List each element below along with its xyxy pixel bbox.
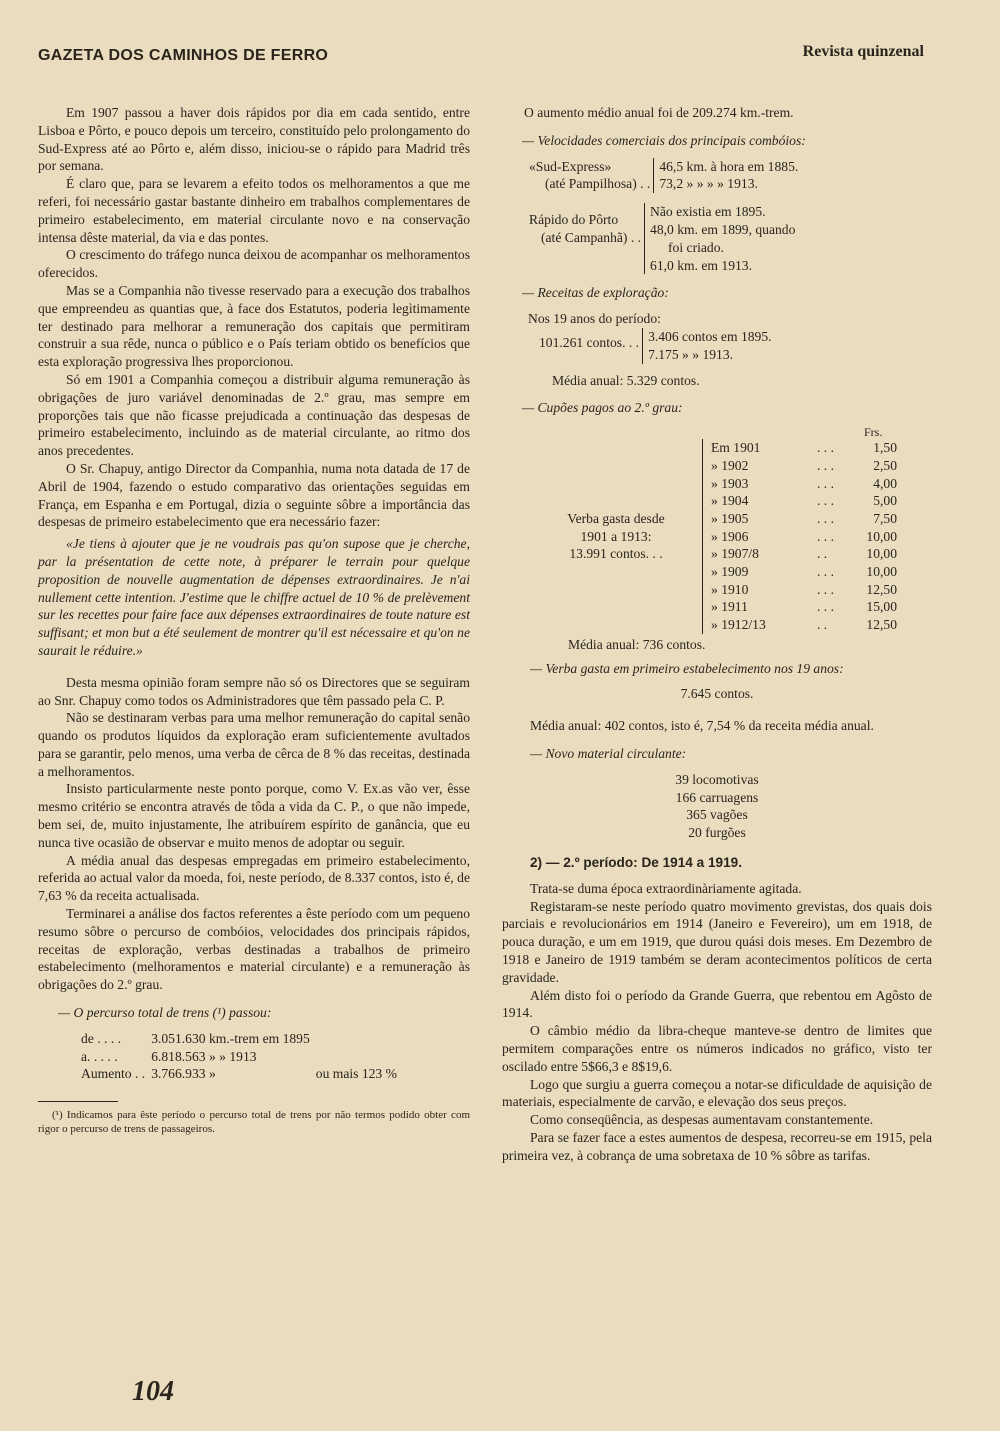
paragraph: Logo que surgiu a guerra começou a notar-se dificuldade de aquisição de materiais, especialmente de carvão, e elevação dos seus preços.	[502, 1076, 932, 1110]
value: 10,00	[866, 528, 897, 544]
value-line: 73,2 » » » » 1913.	[659, 176, 758, 192]
list-item: 365 vagões	[686, 807, 748, 823]
table-cell: 6.818.563 » » 1913	[151, 1048, 257, 1064]
paragraph: Terminarei a análise dos factos referentes a êste período com um pequeno resumo sôbre o percurso de combóios, velocidades dos principais rápidos, receitas de exploração, verbas destinadas a trabalhos de primeiro estabelecimento (melhoramentos e material circulante) e a remuneração às obrigações do 2.º grau.	[38, 906, 470, 993]
receitas-table	[536, 328, 775, 364]
receitas-total: 101.261 contos. . .	[539, 334, 640, 350]
cupoes-list	[708, 439, 900, 634]
table-row: » 1911 . . . 15,00	[708, 598, 900, 616]
paragraph: É claro que, para se levarem a efeito todos os melhoramentos a que me referi, foi necessário gastar bastante dinheiro em trabalhos complementares de primeiro estabelecimento, em material circulante novo e na conservação intensa dêste material, da via e das pontes.	[38, 176, 470, 245]
cupoes-table	[530, 439, 903, 634]
list-item: 20 furgões	[688, 825, 746, 841]
paragraph: Registaram-se neste período quatro movimento grevistas, dos quais dois parciais e revolucionários em 1914 (Janeiro e Fevereiro), um em 1918, de pouca duração, e um em 1919, que durou quási dois meses. Em Dezembro de 1918 e Janeiro de 1919 também se deram acontecimentos políticos de certa gravidade.	[502, 898, 932, 985]
receitas-media: Média anual: 5.329 contos.	[552, 372, 700, 388]
cupoes-heading: — Cupões pagos ao 2.º grau:	[522, 400, 683, 416]
currency-label: Frs.	[864, 425, 883, 440]
year: » 1910	[711, 581, 749, 597]
year: » 1905	[711, 510, 749, 526]
section-heading: 2) — 2.º período: De 1914 a 1919.	[530, 855, 742, 871]
paragraph: A média anual das despesas empregadas em primeiro estabelecimento, referida ao actual valor da moeda, foi, neste período, de 8.337 contos, isto é, de 7,63 % da receita actualisada.	[38, 852, 470, 904]
value-line: 7.175 » » 1913.	[648, 346, 734, 362]
value: 10,00	[866, 564, 897, 580]
list-item: 166 carruagens	[675, 789, 759, 805]
french-quote: «Je tiens à ajouter que je ne voudrais pas qu'on supose que je cherche, par la présentation de cette note, à préparer le terrain pour quelque proposition de nouvelle augmentation de dépenses extraordinaires. Je n'ai nullement cette intention. J'estime que le chiffre actuel de 10 % de prelèvement sur les recettes pour faire face aux dépenses extraordinaires de toute nature est suffisant; et mon but a été seulement de montrer qu'il est nécessaire et qu'on ne saurait le réduire.»	[38, 536, 470, 658]
train-label: (até Pampilhosa) . .	[545, 176, 651, 192]
value-line: Não existia em 1895.	[650, 204, 766, 220]
table-row: Em 1901 . . . 1,50	[708, 439, 900, 457]
left-column	[38, 104, 470, 1136]
table-row: » 1910 . . . 12,50	[708, 581, 900, 599]
table-row: » 1904 . . . 5,00	[708, 492, 900, 510]
table-cell	[313, 1048, 400, 1066]
paragraph: O aumento médio anual foi de 209.274 km.-trem.	[524, 105, 794, 120]
paragraph: Para se fazer face a estes aumentos de despesa, recorreu-se em 1915, pela primeira vez, à cobrança de uma sobretaxa de 10 % sôbre as tarifas.	[502, 1130, 932, 1163]
table-row: » 1912/13 . . 12,50	[708, 616, 900, 634]
verba-label: Verba gasta desde	[567, 510, 665, 526]
paragraph: O crescimento do tráfego nunca deixou de acompanhar os melhoramentos oferecidos.	[38, 247, 470, 281]
receitas-heading: — Receitas de exploração:	[522, 285, 669, 301]
year: » 1912/13	[711, 617, 766, 633]
table-row: » 1906 . . . 10,00	[708, 528, 900, 546]
value-line: foi criado.	[668, 239, 724, 255]
train-label: Rápido do Pôrto	[529, 212, 619, 228]
verba-label: 1901 a 1913:	[580, 528, 652, 544]
paragraph: O câmbio médio da libra-cheque manteve-se dentro de limites que permitem comparações entre os números indicados no gráfico, visto ter oscilado entre 5$66,3 e 8$19,6.	[502, 1023, 932, 1074]
table-cell: 3.051.630 km.-trem em 1895	[151, 1030, 310, 1046]
paragraph: O Sr. Chapuy, antigo Director da Companhia, numa nota datada de 17 de Abril de 1904, fazendo o estudo comparativo das orientações seguidas em França, em Espanha e em Portugal, dizia o seguinte sôbre a importância das despesas de primeiro estabelecimento que era necessário fazer:	[38, 460, 470, 530]
value-line: 3.406 contos em 1895.	[648, 328, 772, 344]
verba-label: 13.991 contos. . .	[569, 546, 663, 562]
paragraph: Insisto particularmente neste ponto porque, como V. Ex.as vão ver, êsse mesmo critério se encontra através de tôda a vida da C. P., o que não impede, bem sei, de, muito injustamente, lhe atribuírem espírito de ganância, que eu nunca tive ocasião de observar e muito menos de adoptar ou seguir.	[38, 781, 470, 850]
paragraph: Não se destinaram verbas para uma melhor remuneração do capital senão quando os produtos líquidos da exploração eram suficientemente avultados para se garantir, pelo menos, uma verba de cêrca de 8 % das receitas, destinada a melhoramentos.	[38, 710, 470, 779]
page-number: 104	[132, 1376, 174, 1407]
table-row: » 1903 . . . 4,00	[708, 475, 900, 493]
year: Em 1901	[711, 440, 761, 456]
verba-total: 7.645 contos.	[680, 686, 754, 702]
value-line: 48,0 km. em 1899, quando	[650, 221, 796, 237]
material-heading: — Novo material circulante:	[530, 746, 687, 762]
paragraph: Trata-se duma época extraordinàriamente agitada.	[530, 880, 802, 896]
value: 15,00	[866, 599, 897, 615]
value: 12,50	[866, 617, 897, 633]
year: » 1911	[711, 599, 748, 615]
table-cell: a. . . . .	[81, 1048, 118, 1064]
paragraph: Além disto foi o período da Grande Guerra, que rebentou em Agôsto de 1914.	[502, 987, 932, 1021]
year: » 1903	[711, 475, 749, 491]
table-row	[78, 1030, 400, 1048]
table-cell: 3.766.933 »	[151, 1066, 216, 1082]
cupoes-media: Média anual: 736 contos.	[568, 636, 706, 652]
year: » 1904	[711, 493, 749, 509]
footnote: (¹) Indicamos para êste período o percurso total de trens por não termos podido obter com rigor o percurso de trens de passageiros.	[38, 1109, 470, 1136]
value: 1,50	[873, 440, 897, 456]
table-cell: de . . . .	[81, 1030, 122, 1046]
journal-subtitle: Revista quinzenal	[802, 43, 924, 60]
year: » 1902	[711, 457, 749, 473]
table-row	[78, 1048, 400, 1066]
value: 4,00	[873, 475, 897, 491]
value-line: 46,5 km. à hora em 1885.	[659, 158, 799, 174]
table-cell: Aumento . .	[81, 1066, 146, 1082]
paragraph: Só em 1901 a Companhia começou a distribuir alguma remuneração às obrigações de juro variável denominadas de 2.º grau, mas sempre em proporções tais que não ficasse prejudicada a continuação das despesas de primeiro estabelecimento, incluindo as de material circulante, ao ritmo dos anos precedentes.	[38, 371, 470, 459]
table-row: » 1902 . . . 2,50	[708, 457, 900, 475]
value: 5,00	[873, 493, 897, 509]
right-column	[502, 104, 932, 1165]
table-row: » 1909 . . . 10,00	[708, 563, 900, 581]
year: » 1909	[711, 564, 749, 580]
velocidades-heading: — Velocidades comerciais dos principais combóios:	[522, 132, 806, 148]
table-cell: ou mais 123 %	[315, 1066, 397, 1082]
receitas-label: Nos 19 anos do período:	[528, 311, 661, 327]
year: » 1906	[711, 528, 749, 544]
material-list	[502, 771, 932, 842]
paragraph: Em 1907 passou a haver dois rápidos por dia em cada sentido, entre Lisboa e Pôrto, e pouco depois um terceiro, constituído pelo prolongamento do Sud-Express até ao Pôrto e, além disso, iniciou-se o rápido para Madrid três por semana.	[38, 105, 470, 174]
table-row	[78, 1065, 400, 1083]
train-label: «Sud-Express»	[529, 158, 612, 174]
train-label: (até Campanhã) . .	[541, 229, 642, 245]
table-row: » 1907/8 . . 10,00	[708, 545, 900, 563]
list-item: 39 locomotivas	[675, 771, 759, 787]
journal-title: GAZETA DOS CAMINHOS DE FERRO	[38, 47, 329, 64]
table-row: » 1905 . . . 7,50	[708, 510, 900, 528]
verba-heading: — Verba gasta em primeiro estabelecimento nos 19 anos:	[530, 660, 844, 676]
footnote-divider	[38, 1101, 118, 1102]
table-cell	[313, 1030, 400, 1048]
percurso-table	[78, 1030, 400, 1083]
paragraph: Mas se a Companhia não tivesse reservado para a execução dos trabalhos que empreendeu as quantias que, à face dos Estatutos, poderia legìtimamente ter destinado para melhorar a remuneração dos capitais que permitiram construir a sua rêde, nunca o público e o País teriam obtido os benefícios que esta exploração progressiva lhes proporcionou.	[38, 282, 470, 370]
sud-express-table	[526, 158, 801, 194]
value-line: 61,0 km. em 1913.	[650, 257, 752, 273]
value: 10,00	[866, 546, 897, 562]
value: 12,50	[866, 581, 897, 597]
paragraph: Desta mesma opinião foram sempre não só os Directores que se seguiram ao Snr. Chapuy como todos os Administradores que têm passado pela C. P.	[38, 674, 470, 708]
year: » 1907/8	[711, 546, 759, 562]
paragraph: Média anual: 402 contos, isto é, 7,54 % da receita média anual.	[530, 718, 874, 734]
value: 2,50	[873, 457, 897, 473]
percurso-heading: — O percurso total de trens (¹) passou:	[58, 1005, 272, 1021]
value: 7,50	[873, 510, 897, 526]
rapido-porto-table	[526, 203, 798, 274]
paragraph: Como conseqüência, as despesas aumentavam constantemente.	[530, 1112, 874, 1128]
